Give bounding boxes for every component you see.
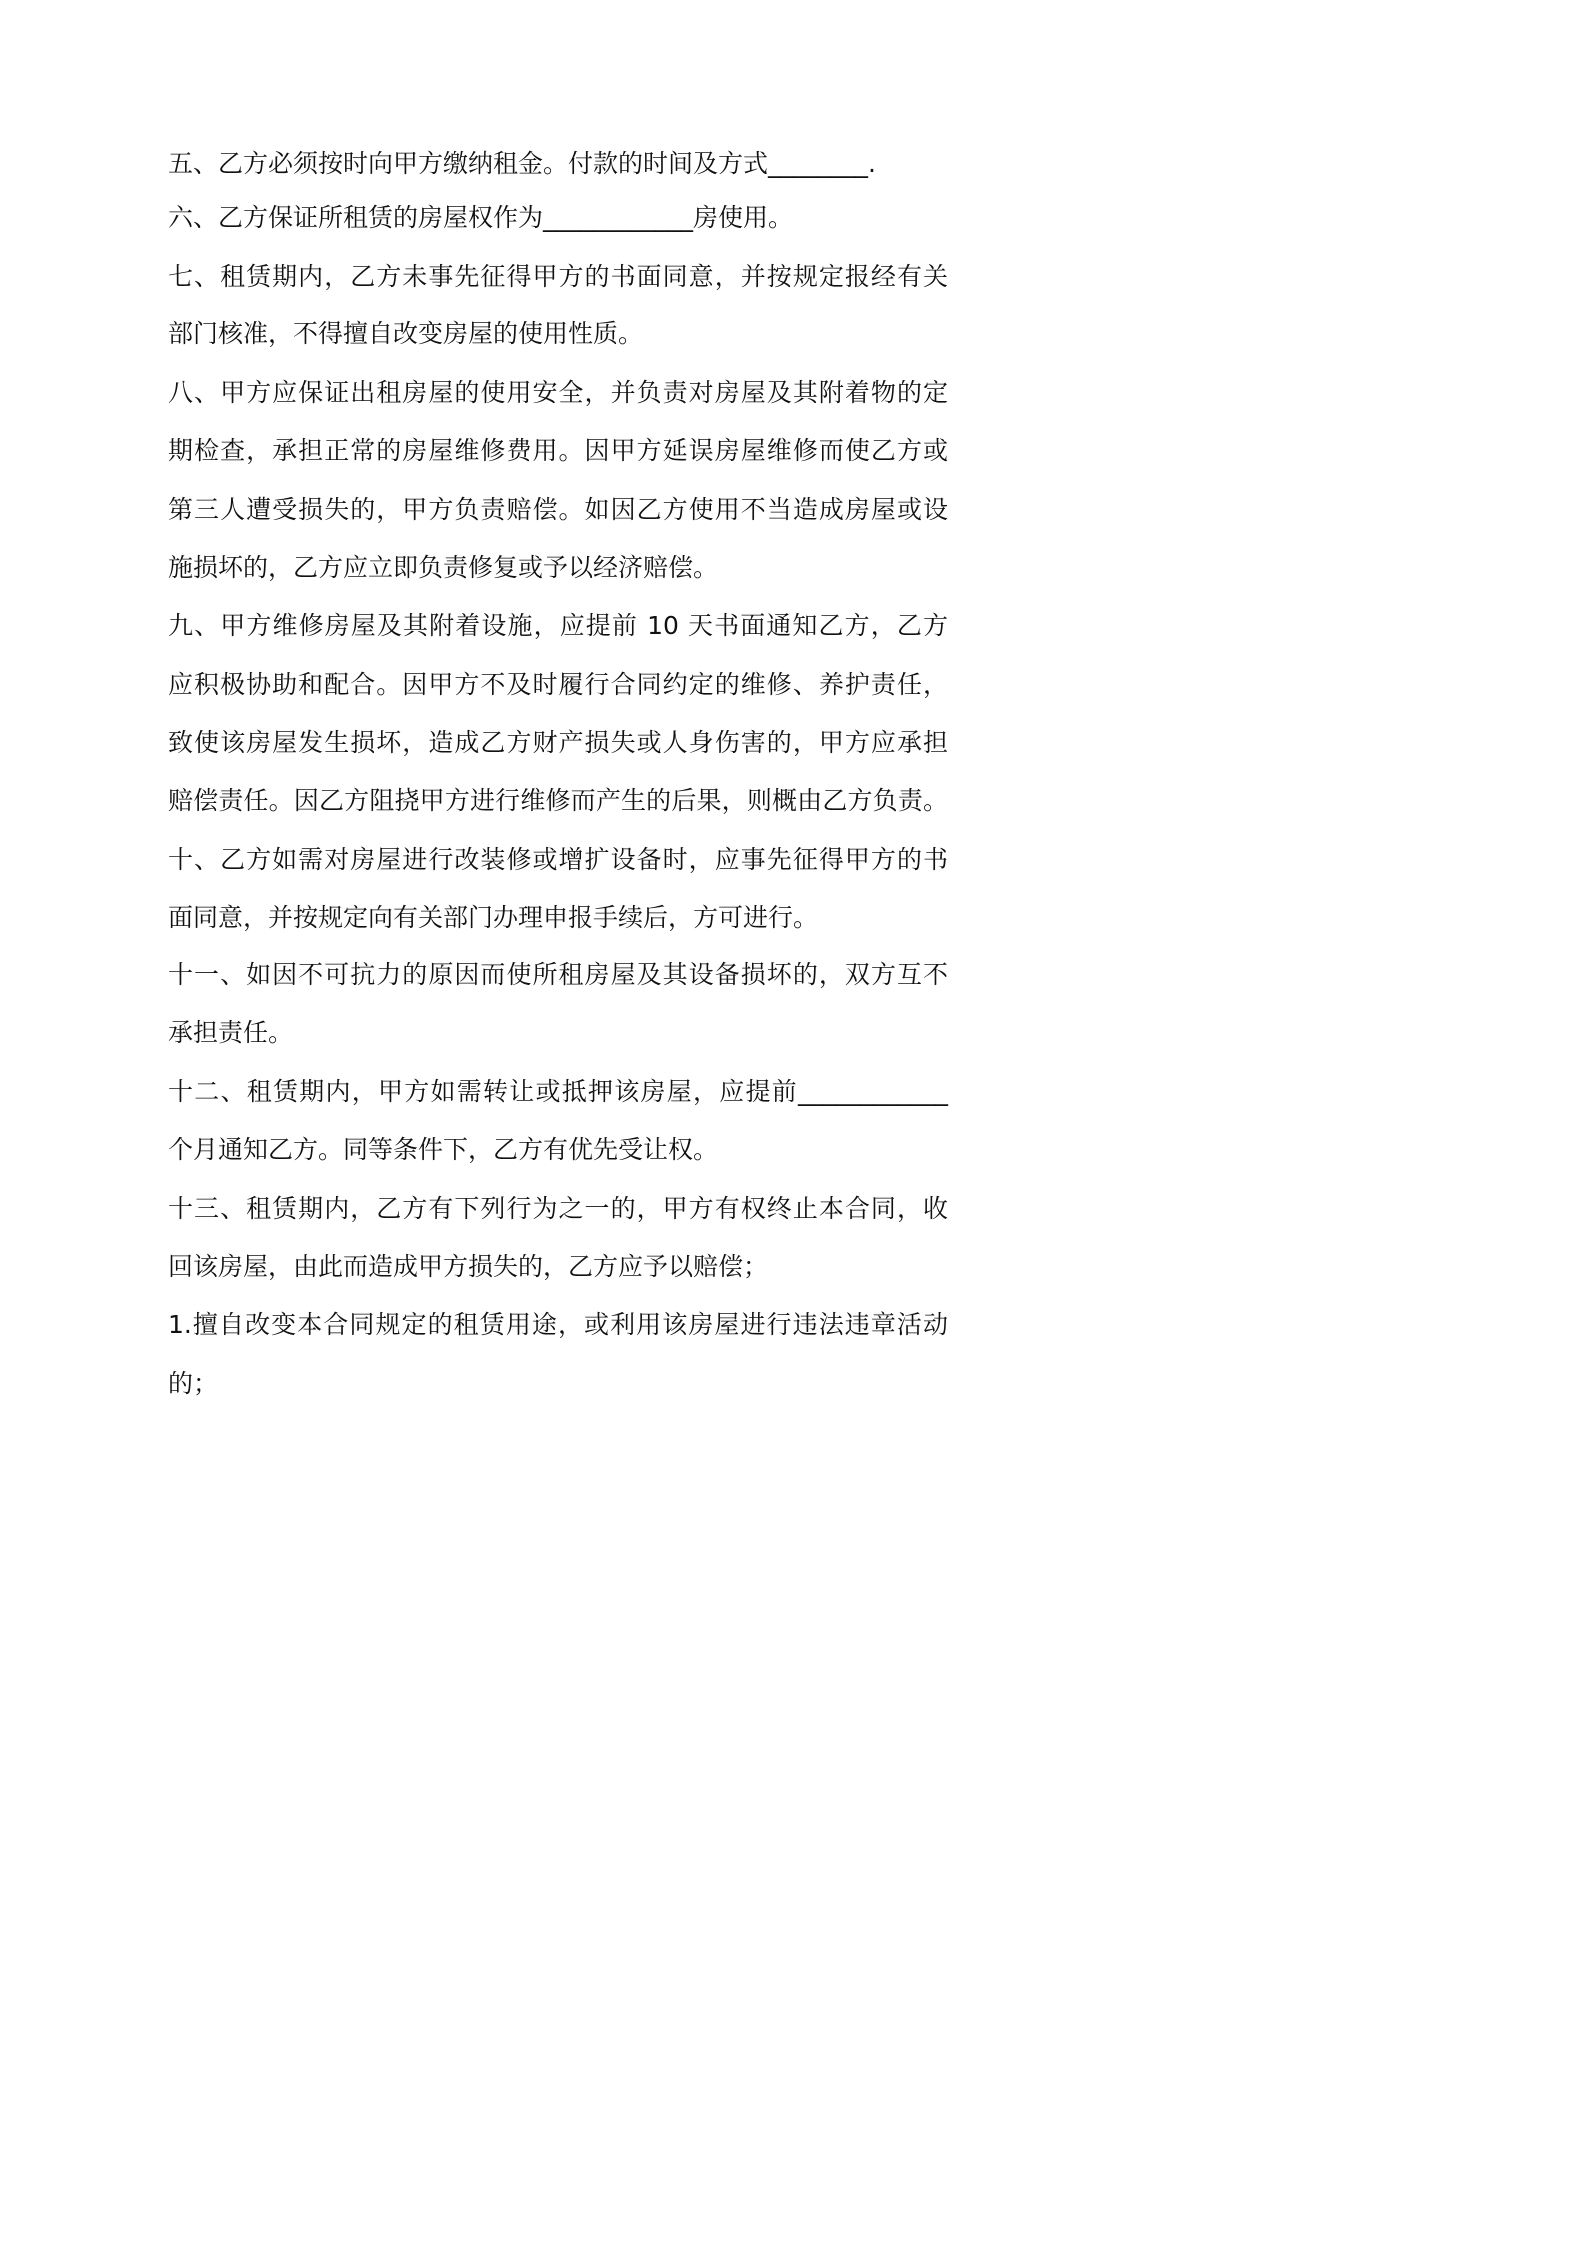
clause-8-line-3: 第三人遭受损失的，甲方负责赔偿。如因乙方使用不当造成房屋或设 bbox=[168, 495, 948, 524]
clause-10-line-2: 面同意，并按规定向有关部门办理申报手续后，方可进行。 bbox=[168, 903, 819, 932]
clause-7-line-1: 七、租赁期内，乙方未事先征得甲方的书面同意，并按规定报经有关 bbox=[168, 262, 948, 291]
clause-13-1-line-2: 的； bbox=[168, 1369, 219, 1398]
clause-9-line-1: 九、甲方维修房屋及其附着设施，应提前 10 天书面通知乙方，乙方 bbox=[168, 611, 948, 640]
clause-13-line-1: 十三、租赁期内，乙方有下列行为之一的，甲方有权终止本合同，收 bbox=[168, 1194, 948, 1223]
clause-8-line-1: 八、甲方应保证出租房屋的使用安全，并负责对房屋及其附着物的定 bbox=[168, 378, 948, 407]
clause-7-line-2: 部门核准，不得擅自改变房屋的使用性质。 bbox=[168, 319, 644, 348]
clause-11-line-2: 承担责任。 bbox=[168, 1018, 294, 1047]
clause-9-line-3: 致使该房屋发生损坏，造成乙方财产损失或人身伤害的，甲方应承担 bbox=[168, 728, 948, 757]
clause-8-line-4: 施损坏的，乙方应立即负责修复或予以经济赔偿。 bbox=[168, 553, 719, 582]
clause-12-line-1: 十二、租赁期内，甲方如需转让或抵押该房屋，应提前____________ bbox=[168, 1077, 948, 1106]
clause-5-line-1: 五、乙方必须按时向甲方缴纳租金。付款的时间及方式________. bbox=[168, 149, 876, 178]
clause-11-line-1: 十一、如因不可抗力的原因而使所租房屋及其设备损坏的，双方互不 bbox=[168, 960, 948, 989]
clause-12-line-2: 个月通知乙方。同等条件下，乙方有优先受让权。 bbox=[168, 1135, 719, 1164]
clause-9-line-2: 应积极协助和配合。因甲方不及时履行合同约定的维修、养护责任， bbox=[168, 670, 948, 699]
clause-10-line-1: 十、乙方如需对房屋进行改装修或增扩设备时，应事先征得甲方的书 bbox=[168, 845, 948, 874]
clause-13-line-2: 回该房屋，由此而造成甲方损失的，乙方应予以赔偿； bbox=[168, 1252, 769, 1281]
clause-13-1-line-1: 1.擅自改变本合同规定的租赁用途，或利用该房屋进行违法违章活动 bbox=[168, 1310, 948, 1339]
clause-9-line-4: 赔偿责任。因乙方阻挠甲方进行维修而产生的后果，则概由乙方负责。 bbox=[168, 786, 948, 815]
clause-6-line-1: 六、乙方保证所租赁的房屋权作为____________房使用。 bbox=[168, 203, 794, 232]
clause-8-line-2: 期检查，承担正常的房屋维修费用。因甲方延误房屋维修而使乙方或 bbox=[168, 436, 948, 465]
document-page bbox=[0, 0, 1102, 1560]
